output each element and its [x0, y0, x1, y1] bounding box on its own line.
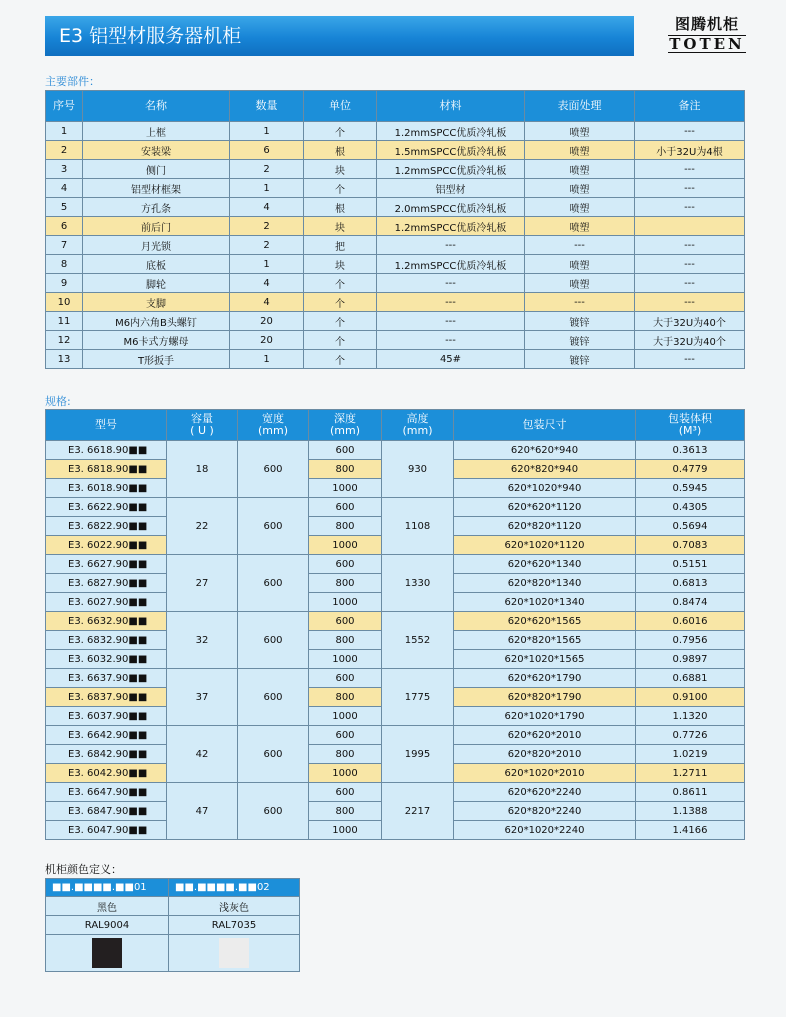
package-volume: 0.9897: [636, 650, 745, 669]
part-material: ---: [377, 331, 525, 350]
specs-row: [46, 498, 745, 517]
part-quantity: 1: [230, 350, 304, 369]
package-size: 620*1020*1340: [454, 593, 636, 612]
model-number: E3. 6842.90■■: [46, 745, 167, 764]
part-material: 1.5mmSPCC优质冷轧板: [377, 141, 525, 160]
color-swatch-row: [46, 935, 300, 972]
specs-header-line1: 容量: [191, 412, 213, 425]
color-swatch-black: [92, 938, 122, 968]
specs-header-line1: 型号: [95, 418, 117, 431]
package-volume: 0.8611: [636, 783, 745, 802]
package-volume: 0.5694: [636, 517, 745, 536]
color-name: 浅灰色: [169, 897, 300, 916]
package-size: 620*820*1790: [454, 688, 636, 707]
specs-header-line1: 包装体积: [668, 412, 712, 425]
parts-row: [46, 350, 745, 369]
height-mm: 1995: [382, 726, 454, 783]
parts-row: [46, 274, 745, 293]
part-material: ---: [377, 236, 525, 255]
package-size: 620*820*1565: [454, 631, 636, 650]
model-number: E3. 6027.90■■: [46, 593, 167, 612]
package-volume: 0.7726: [636, 726, 745, 745]
width-mm: 600: [238, 612, 309, 669]
part-number: 13: [46, 350, 83, 369]
model-number: E3. 6647.90■■: [46, 783, 167, 802]
part-note: ---: [635, 255, 745, 274]
specs-header-line2: (mm): [329, 424, 360, 437]
part-note: ---: [635, 198, 745, 217]
page-title: E3 铝型材服务器机柜: [45, 16, 634, 56]
color-definition-table: [45, 878, 300, 972]
depth-mm: 800: [309, 688, 382, 707]
part-quantity: 6: [230, 141, 304, 160]
depth-mm: 600: [309, 726, 382, 745]
height-mm: 1552: [382, 612, 454, 669]
capacity-u: 18: [167, 441, 238, 498]
part-unit: 把: [304, 236, 377, 255]
capacity-u: 27: [167, 555, 238, 612]
package-size: 620*1020*2010: [454, 764, 636, 783]
specs-header-line2: (mm): [402, 424, 433, 437]
color-ral: RAL9004: [46, 916, 169, 935]
height-mm: 1330: [382, 555, 454, 612]
part-material: 1.2mmSPCC优质冷轧板: [377, 160, 525, 179]
parts-column-header: 材料: [377, 91, 525, 122]
width-mm: 600: [238, 498, 309, 555]
capacity-u: 37: [167, 669, 238, 726]
package-size: 620*820*1340: [454, 574, 636, 593]
package-size: 620*820*940: [454, 460, 636, 479]
part-quantity: 20: [230, 312, 304, 331]
part-name: 安装梁: [83, 141, 230, 160]
part-material: ---: [377, 293, 525, 312]
parts-row: [46, 236, 745, 255]
part-quantity: 1: [230, 122, 304, 141]
parts-header-row: [46, 91, 745, 122]
part-material: 1.2mmSPCC优质冷轧板: [377, 122, 525, 141]
parts-column-header: 名称: [83, 91, 230, 122]
parts-row: [46, 331, 745, 350]
part-name: 底板: [83, 255, 230, 274]
part-number: 5: [46, 198, 83, 217]
package-volume: 0.6016: [636, 612, 745, 631]
part-material: 1.2mmSPCC优质冷轧板: [377, 255, 525, 274]
model-number: E3. 6618.90■■: [46, 441, 167, 460]
part-quantity: 20: [230, 331, 304, 350]
model-number: E3. 6832.90■■: [46, 631, 167, 650]
package-volume: 1.4166: [636, 821, 745, 840]
part-number: 2: [46, 141, 83, 160]
model-number: E3. 6822.90■■: [46, 517, 167, 536]
specs-column-header: [636, 410, 745, 441]
brand-logo: [668, 15, 746, 53]
model-number: E3. 6622.90■■: [46, 498, 167, 517]
package-size: 620*1020*1565: [454, 650, 636, 669]
part-unit: 个: [304, 274, 377, 293]
part-finish: 喷塑: [525, 141, 635, 160]
part-name: 前后门: [83, 217, 230, 236]
part-finish: 镀锌: [525, 331, 635, 350]
height-mm: 2217: [382, 783, 454, 840]
parts-row: [46, 293, 745, 312]
package-volume: 1.2711: [636, 764, 745, 783]
part-unit: 个: [304, 122, 377, 141]
depth-mm: 1000: [309, 536, 382, 555]
specs-table: [45, 409, 745, 840]
model-number: E3. 6818.90■■: [46, 460, 167, 479]
part-number: 7: [46, 236, 83, 255]
specs-column-header: [167, 410, 238, 441]
specs-row: [46, 441, 745, 460]
part-unit: 个: [304, 293, 377, 312]
part-material: 铝型材: [377, 179, 525, 198]
color-code-row: [46, 879, 300, 897]
model-number: E3. 6037.90■■: [46, 707, 167, 726]
height-mm: 930: [382, 441, 454, 498]
part-material: 2.0mmSPCC优质冷轧板: [377, 198, 525, 217]
width-mm: 600: [238, 441, 309, 498]
package-volume: 0.9100: [636, 688, 745, 707]
part-note: ---: [635, 179, 745, 198]
part-note: ---: [635, 160, 745, 179]
capacity-u: 22: [167, 498, 238, 555]
package-volume: 0.3613: [636, 441, 745, 460]
specs-header-line1: 高度: [406, 412, 429, 425]
part-name: M6卡式方螺母: [83, 331, 230, 350]
part-number: 11: [46, 312, 83, 331]
height-mm: 1775: [382, 669, 454, 726]
specs-header-row: [46, 410, 745, 441]
depth-mm: 600: [309, 555, 382, 574]
part-material: 45#: [377, 350, 525, 369]
part-quantity: 2: [230, 160, 304, 179]
specs-column-header: [454, 410, 636, 441]
parts-table: [45, 90, 745, 369]
parts-row: [46, 141, 745, 160]
depth-mm: 800: [309, 517, 382, 536]
part-note: 大于32U为40个: [635, 331, 745, 350]
package-volume: 0.6881: [636, 669, 745, 688]
part-quantity: 4: [230, 198, 304, 217]
capacity-u: 47: [167, 783, 238, 840]
part-finish: 喷塑: [525, 122, 635, 141]
part-unit: 块: [304, 160, 377, 179]
part-name: 脚轮: [83, 274, 230, 293]
part-quantity: 2: [230, 236, 304, 255]
package-size: 620*620*2010: [454, 726, 636, 745]
part-name: 支脚: [83, 293, 230, 312]
package-volume: 1.0219: [636, 745, 745, 764]
parts-row: [46, 122, 745, 141]
part-finish: ---: [525, 236, 635, 255]
model-number: E3. 6642.90■■: [46, 726, 167, 745]
depth-mm: 800: [309, 745, 382, 764]
package-size: 620*820*2240: [454, 802, 636, 821]
model-number: E3. 6847.90■■: [46, 802, 167, 821]
part-name: 铝型材框架: [83, 179, 230, 198]
package-size: 620*620*2240: [454, 783, 636, 802]
package-size: 620*820*1120: [454, 517, 636, 536]
depth-mm: 1000: [309, 707, 382, 726]
package-volume: 1.1320: [636, 707, 745, 726]
part-unit: 根: [304, 141, 377, 160]
capacity-u: 32: [167, 612, 238, 669]
part-number: 1: [46, 122, 83, 141]
depth-mm: 1000: [309, 821, 382, 840]
color-name-row: [46, 897, 300, 916]
part-note: ---: [635, 236, 745, 255]
parts-row: [46, 179, 745, 198]
specs-header-line1: 宽度: [262, 412, 284, 425]
logo-english: TOTEN: [669, 35, 745, 53]
depth-mm: 600: [309, 669, 382, 688]
part-finish: 喷塑: [525, 255, 635, 274]
part-quantity: 2: [230, 217, 304, 236]
specs-row: [46, 555, 745, 574]
parts-row: [46, 312, 745, 331]
specs-row: [46, 783, 745, 802]
parts-column-header: 表面处理: [525, 91, 635, 122]
part-finish: 喷塑: [525, 274, 635, 293]
part-note: 大于32U为40个: [635, 312, 745, 331]
part-number: 12: [46, 331, 83, 350]
parts-column-header: 数量: [230, 91, 304, 122]
specs-section-label: 规格:: [45, 395, 71, 408]
package-volume: 0.4779: [636, 460, 745, 479]
model-number: E3. 6042.90■■: [46, 764, 167, 783]
part-unit: 个: [304, 350, 377, 369]
specs-row: [46, 726, 745, 745]
depth-mm: 800: [309, 460, 382, 479]
part-material: ---: [377, 312, 525, 331]
part-number: 8: [46, 255, 83, 274]
package-volume: 0.7083: [636, 536, 745, 555]
width-mm: 600: [238, 783, 309, 840]
part-number: 4: [46, 179, 83, 198]
model-number: E3. 6022.90■■: [46, 536, 167, 555]
part-name: T形扳手: [83, 350, 230, 369]
part-note: 小于32U为4根: [635, 141, 745, 160]
part-finish: 喷塑: [525, 160, 635, 179]
depth-mm: 600: [309, 612, 382, 631]
depth-mm: 800: [309, 574, 382, 593]
specs-header-line2: ( U ): [190, 424, 214, 437]
part-unit: 块: [304, 255, 377, 274]
model-number: E3. 6637.90■■: [46, 669, 167, 688]
part-number: 10: [46, 293, 83, 312]
package-size: 620*1020*1120: [454, 536, 636, 555]
part-number: 9: [46, 274, 83, 293]
depth-mm: 1000: [309, 593, 382, 612]
part-unit: 块: [304, 217, 377, 236]
part-finish: ---: [525, 293, 635, 312]
package-size: 620*620*1790: [454, 669, 636, 688]
parts-column-header: 单位: [304, 91, 377, 122]
width-mm: 600: [238, 555, 309, 612]
depth-mm: 1000: [309, 479, 382, 498]
parts-section-label: 主要部件：: [45, 75, 100, 88]
part-unit: 根: [304, 198, 377, 217]
part-finish: 镀锌: [525, 350, 635, 369]
package-volume: 0.5945: [636, 479, 745, 498]
part-unit: 个: [304, 179, 377, 198]
logo-chinese: 图腾机柜: [674, 15, 739, 33]
model-number: E3. 6047.90■■: [46, 821, 167, 840]
specs-row: [46, 612, 745, 631]
specs-header-line2: (M³): [678, 424, 702, 437]
model-number: E3. 6827.90■■: [46, 574, 167, 593]
part-finish: 喷塑: [525, 198, 635, 217]
part-finish: 喷塑: [525, 179, 635, 198]
package-volume: 0.8474: [636, 593, 745, 612]
part-unit: 个: [304, 312, 377, 331]
part-name: 月光锁: [83, 236, 230, 255]
model-number: E3. 6018.90■■: [46, 479, 167, 498]
color-code: ■■.■■■■.■■01: [46, 879, 169, 897]
parts-column-header: 序号: [46, 91, 83, 122]
parts-column-header: 备注: [635, 91, 745, 122]
package-volume: 0.5151: [636, 555, 745, 574]
width-mm: 600: [238, 726, 309, 783]
part-note: ---: [635, 293, 745, 312]
depth-mm: 1000: [309, 764, 382, 783]
package-size: 620*620*1340: [454, 555, 636, 574]
part-name: M6内六角B头螺钉: [83, 312, 230, 331]
specs-header-line1: 深度: [334, 412, 356, 425]
specs-header-line2: (mm): [257, 424, 288, 437]
color-name: 黑色: [46, 897, 169, 916]
specs-column-header: [382, 410, 454, 441]
depth-mm: 1000: [309, 650, 382, 669]
model-number: E3. 6032.90■■: [46, 650, 167, 669]
part-material: 1.2mmSPCC优质冷轧板: [377, 217, 525, 236]
model-number: E3. 6627.90■■: [46, 555, 167, 574]
parts-row: [46, 198, 745, 217]
model-number: E3. 6837.90■■: [46, 688, 167, 707]
part-finish: 喷塑: [525, 217, 635, 236]
specs-column-header: [309, 410, 382, 441]
specs-header-line1: 包装尺寸: [522, 418, 567, 431]
package-size: 620*820*2010: [454, 745, 636, 764]
part-unit: 个: [304, 331, 377, 350]
colors-section-label: 机柜颜色定义：: [45, 863, 122, 876]
part-quantity: 4: [230, 274, 304, 293]
package-size: 620*620*1565: [454, 612, 636, 631]
color-swatch-light-gray: [219, 938, 249, 968]
part-name: 方孔条: [83, 198, 230, 217]
package-size: 620*1020*2240: [454, 821, 636, 840]
parts-row: [46, 255, 745, 274]
package-volume: 0.7956: [636, 631, 745, 650]
part-note: ---: [635, 350, 745, 369]
package-size: 620*1020*1790: [454, 707, 636, 726]
part-number: 6: [46, 217, 83, 236]
part-material: ---: [377, 274, 525, 293]
package-volume: 0.4305: [636, 498, 745, 517]
parts-row: [46, 160, 745, 179]
height-mm: 1108: [382, 498, 454, 555]
depth-mm: 800: [309, 631, 382, 650]
part-note: [635, 217, 745, 236]
part-number: 3: [46, 160, 83, 179]
depth-mm: 600: [309, 441, 382, 460]
package-size: 620*620*940: [454, 441, 636, 460]
part-name: 上框: [83, 122, 230, 141]
specs-column-header: [238, 410, 309, 441]
part-quantity: 1: [230, 179, 304, 198]
part-note: ---: [635, 274, 745, 293]
model-number: E3. 6632.90■■: [46, 612, 167, 631]
color-ral-row: [46, 916, 300, 935]
package-volume: 1.1388: [636, 802, 745, 821]
part-finish: 镀锌: [525, 312, 635, 331]
depth-mm: 800: [309, 802, 382, 821]
package-size: 620*1020*940: [454, 479, 636, 498]
package-size: 620*620*1120: [454, 498, 636, 517]
specs-column-header: [46, 410, 167, 441]
parts-row: [46, 217, 745, 236]
capacity-u: 42: [167, 726, 238, 783]
color-code: ■■.■■■■.■■02: [169, 879, 300, 897]
color-ral: RAL7035: [169, 916, 300, 935]
part-note: ---: [635, 122, 745, 141]
depth-mm: 600: [309, 783, 382, 802]
part-name: 侧门: [83, 160, 230, 179]
depth-mm: 600: [309, 498, 382, 517]
part-quantity: 1: [230, 255, 304, 274]
specs-row: [46, 669, 745, 688]
part-quantity: 4: [230, 293, 304, 312]
package-volume: 0.6813: [636, 574, 745, 593]
width-mm: 600: [238, 669, 309, 726]
